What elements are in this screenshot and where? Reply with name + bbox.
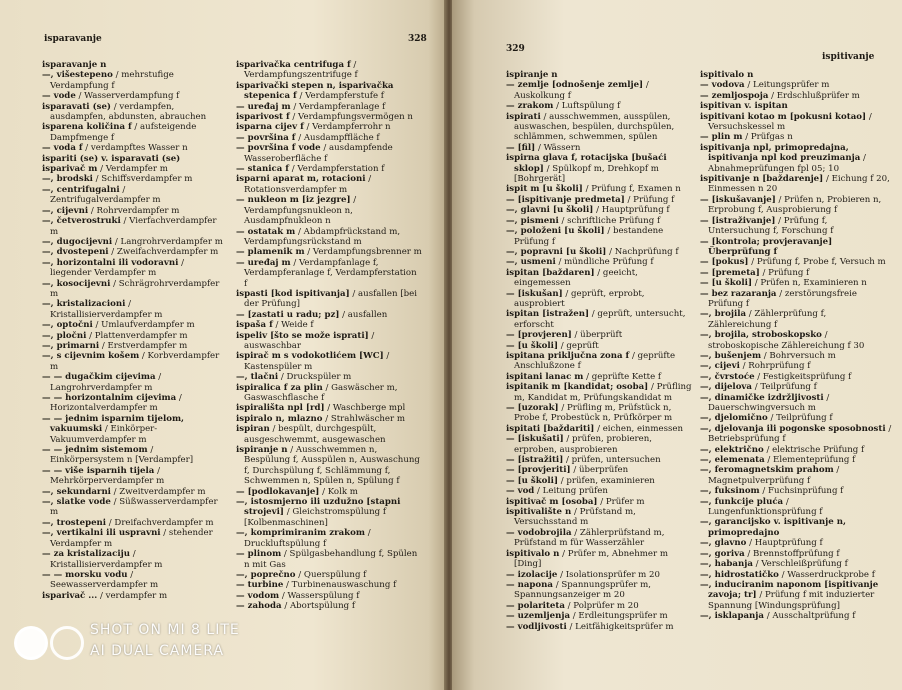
dictionary-entry: ispitivač m [osoba] / Prüfer m — [506, 496, 645, 507]
dictionary-entry: — vodom / Wasserspülung f — [236, 590, 360, 601]
dictionary-entry: —, kosocijevni / Schrägrohrverdampfer m — [42, 278, 220, 299]
dictionary-entry: ispitivalište n / Prüfstand m, Versuchsstand m — [506, 507, 636, 528]
dictionary-entry: —, centrifugalni / Zentrifugalverdampfer m — [42, 184, 161, 206]
dictionary-entry: ispitan [istražen] / geprüft, untersucht, erforscht — [506, 309, 686, 330]
dictionary-entry: — zemlje [odnošenje zemlje] / Auskolkung f — [506, 80, 649, 101]
dictionary-entry: ispitivanja npl, primopredajna, ispitivanja npl kod preuzimanja / Abnahmeprüfungen fpl 05; 10 — [700, 142, 866, 174]
left-page — [0, 0, 446, 690]
dictionary-entry: isparna cijev f / Verdampferrohr n — [236, 122, 391, 133]
dictionary-entry: — [iskušavanje] / Prüfen n, Probieren n, Erprobung f, Ausprobierung f — [700, 194, 882, 216]
dictionary-entry: — [u školi] / Prüfen n, Examinieren n — [700, 278, 867, 289]
dictionary-entry: —, s cijevnim košem / Korbverdampfer m — [42, 351, 220, 372]
dictionary-entry: —, goriva / Brennstoffprüfung f — [700, 548, 840, 559]
watermark-text — [90, 620, 240, 662]
dictionary-entry: isparivačka centrifuga f / Verdampfungszentrifuge f — [236, 60, 358, 81]
dictionary-entry: — vodljivosti / Leitfähigkeitsprüfer m — [506, 621, 674, 632]
dictionary-entry: ispeliv [što se može isprati] / auswaschbar — [236, 330, 375, 351]
left-running-head: isparavanje — [44, 34, 102, 44]
dictionary-entry: — — horizontalnim cijevima / Horizontalverdampfer m — [42, 393, 182, 414]
dictionary-entry: — plin m / Prüfgas n — [700, 132, 793, 143]
dictionary-entry: —, glavno / Hauptprüfung f — [700, 538, 823, 549]
dictionary-entry: —, sekundarni / Zweitverdampfer m — [42, 486, 206, 497]
dictionary-entry: —, pismeni / schriftliche Prüfung f — [506, 215, 661, 226]
dictionary-entry: ispitivan v. ispitan — [700, 101, 788, 112]
dictionary-entry: isparavati (se) / verdampfen, ausdampfen, abdunsten, abrauchen — [42, 101, 207, 123]
dictionary-entry: ispitani lanac m / geprüfte Kette f — [506, 371, 662, 382]
dictionary-entry: —, vertikalni ili uspravni / stehender Verdampfer m — [42, 528, 213, 549]
dictionary-entry: —, istosmjerno ili uzdužno [stapni strojevi] / Gleichstromspülung f [Kolbenmaschinen] — [236, 497, 401, 528]
dictionary-entry: —, kristalizacioni / Kristallisierverdampfer m — [42, 299, 163, 320]
dictionary-entry: — stanica f / Verdampferstation f — [236, 164, 385, 175]
dictionary-entry: —, feromagnetskim prahom / Magnetpulverprüfung f — [700, 465, 840, 486]
dictionary-entry: — ostatak m / Abdampfrückstand m, Verdampfungsrückstand m — [236, 226, 401, 247]
dictionary-entry: — [iskušati] / prüfen, probieren, erproben, ausprobieren — [506, 434, 653, 455]
dictionary-entry: — [kontrola; provjeravanje] Überprüfung f — [700, 236, 833, 257]
right-running-head: ispitivanje — [822, 52, 875, 62]
dictionary-entry: isparavanje n — [42, 60, 107, 70]
dictionary-entry: —, habanja / Verschleißprüfung f — [700, 559, 848, 570]
dictionary-entry: — [u školi] / prüfen, examinieren — [506, 475, 655, 486]
dictionary-entry: —, tlačni / Druckspüler m — [236, 372, 352, 383]
dictionary-entry: isparivač m / Verdampfer m — [42, 164, 168, 175]
dictionary-entry: —, cijevni / Rohrverdampfer m — [42, 205, 180, 216]
dictionary-entry: — [istraživanje] / Prüfung f, Untersuchung f, Forschung f — [700, 215, 834, 237]
dictionary-entry: — plamenik m / Verdampfungsbrenner m — [236, 247, 422, 258]
dictionary-entry: — — više isparnih tijela / Mehrkörperverdampfer m — [42, 465, 165, 487]
dictionary-entry: — uzemljenja / Erdleitungsprüfer m — [506, 611, 668, 622]
dictionary-entry: isparivački stepen n, isparivačka stepenica f / Verdampferstufe f — [236, 80, 394, 102]
dictionary-entry: — — jednim sistemom / Einkörpersystem n [Verdampfer] — [42, 445, 194, 466]
dictionary-entry: ispitivanje n [baždarenje] / Eichung f 20, Einmessen n 20 — [700, 174, 890, 195]
dictionary-entry: ispasti [kod ispitivanja] / ausfallen [bei der Prüfung] — [236, 288, 417, 310]
dictionary-entry: ispiranje n — [506, 70, 558, 80]
dictionary-entry: — uređaj m / Verdampfanlage f, Verdampferanlage f, Verdampferstation f — [236, 257, 417, 289]
dictionary-entry: ispitati [baždariti] / eichen, einmessen — [506, 423, 684, 434]
dictionary-entry: isparivač ... / verdampfer m — [42, 590, 168, 601]
camera-watermark — [10, 618, 310, 668]
dictionary-entry: —, funkcije pluća / Lungenfunktionsprüfung f — [700, 496, 823, 518]
dictionary-entry: —, djelomično / Teilprüfung f — [700, 413, 833, 424]
left-column-2 — [236, 60, 422, 612]
dictionary-entry: — zahoda / Abortspülung f — [236, 601, 356, 612]
dictionary-entry: — zrakom / Luftspülung f — [506, 101, 621, 112]
dictionary-entry: — — morsku vodu / Seewasserverdampfer m — [42, 569, 159, 591]
dictionary-entry: — za kristalizaciju / Kristallisierverdampfer m — [42, 549, 163, 570]
dictionary-entry: —, dinamičke izdržljivosti / Dauerschwingversuch m — [700, 392, 830, 413]
dictionary-entry: — plinom / Spülgasbehandlung f, Spülen n mit Gas — [236, 549, 418, 570]
dictionary-entry: — — jednim isparnim tijelom, vakuumski / Einkörper-Vakuumverdampfer m — [42, 413, 185, 445]
dictionary-entry: —, poprečno / Querspülung f — [236, 569, 367, 580]
dictionary-entry: — turbine / Turbinenauswaschung f — [236, 580, 397, 591]
dictionary-entry: —, induciranim naponom [ispitivanje zavoja; tr] / Prüfung f mit induzierter Spannung [Windungsprüfung] — [700, 579, 879, 611]
dictionary-entry: —, brojila / Zählerprüfung f, Zählereichung f — [700, 309, 827, 330]
dictionary-entry: — [pokus] / Prüfung f, Probe f, Versuch m — [700, 257, 886, 268]
dictionary-entry: —, hidrostatičko / Wasserdruckprobe f — [700, 569, 875, 580]
dictionary-entry: —, višestepeno / mehrstufige Verdampfung f — [42, 70, 174, 91]
dictionary-entry: — površina f / Ausdampffläche f — [236, 132, 380, 143]
dictionary-entry: — [u školi] / geprüft — [506, 340, 599, 351]
dictionary-entry: ispirač m s vodokotlićem [WC] / Kastenspüler m — [236, 351, 390, 372]
dictionary-entry: ispiranje n / Ausschwemmen n, Bespülung f, Ausspülen n, Auswaschung f, Durchspülung f, Schlämmung f, Schwemmen n, Spülen n, Spülung f — [236, 445, 420, 487]
dictionary-entry: —, brodski / Schiffsverdampfer m — [42, 174, 193, 185]
dictionary-entry: —, horizontalni ili vodoravni / liegender Verdampfer m — [42, 257, 185, 279]
left-column-1 — [42, 60, 224, 601]
right-column-1 — [506, 70, 696, 632]
dictionary-entry: ispiralo n, mlazno / Strahlwäscher m — [236, 413, 406, 424]
dictionary-entry: ispit m [u školi] / Prüfung f, Examen n — [506, 184, 681, 195]
dictionary-entry: — [uzorak] / Prüfling m, Prüfstück n, Probe f, Probestück n, Prüfkörper m — [506, 403, 673, 424]
dictionary-entry: ispiran / bespült, durchgespült, ausgeschwemmt, ausgewaschen — [236, 424, 386, 445]
dictionary-entry: —, cijevi / Rohrprüfung f — [700, 361, 811, 372]
right-column-2 — [700, 70, 892, 622]
dictionary-entry: —, glavni [u školi] / Hauptprüfung f — [506, 205, 670, 216]
dictionary-entry: —, slatke vode / Süßwasserverdampfer m — [42, 497, 218, 518]
dictionary-entry: —, četverostruki / Vierfachverdampfer m — [42, 216, 217, 237]
dictionary-entry: — [iskušan] / geprüft, erprobt, ausprobiert — [506, 288, 645, 309]
dictionary-entry: —, fuksinom / Fuchsinprüfung f — [700, 486, 844, 497]
dictionary-entry: ispitivani kotao m [pokusni kotao] / Versuchskessel m — [700, 111, 872, 133]
dictionary-entry: — bez razaranja / zerstörungsfreie Prüfung f — [700, 288, 857, 309]
dictionary-entry: —, elemenata / Elementeprüfung f — [700, 455, 856, 466]
dictionary-entry: —, bušenjem / Bohrversuch m — [700, 350, 836, 361]
dictionary-entry: —, usmeni / mündliche Prüfung f — [506, 257, 654, 268]
dictionary-entry: ispiralica f za plin / Gaswäscher m, Gaswaschflasche f — [236, 382, 398, 403]
dictionary-entry: ispariti (se) v. isparavati (se) — [42, 153, 181, 164]
dictionary-entry: —, optočni / Umlaufverdampfer m — [42, 320, 195, 331]
dictionary-entry: — — dugačkim cijevima / Langrohrverdampfer m — [42, 372, 162, 393]
dictionary-entry: ispirati / ausschwemmen, ausspülen, auswaschen, bespülen, durchspülen, schlämmen, schwemmen, spülen — [506, 111, 675, 143]
dictionary-entry: —, dugocijevni / Langrohrverdampfer m — [42, 236, 223, 247]
dictionary-entry: — zemljospoja / Erdschlußprüfer m — [700, 90, 860, 101]
dictionary-entry: — vod / Leitung prüfen — [506, 486, 608, 497]
dictionary-entry: —, čvrstoće / Festigkeitsprüfung f — [700, 371, 852, 382]
dictionary-entry: — [provjeriti] / überprüfen — [506, 465, 629, 476]
dictionary-entry: — [podlokavanje] / Kolk m — [236, 486, 358, 497]
dictionary-entry: —, garancijsko v. ispitivanje n, primopredajno — [700, 517, 846, 538]
dictionary-entry: ispirališta npl [rd] / Waschberge mpl — [236, 403, 406, 414]
dictionary-entry: — [fil] / Wässern — [506, 142, 581, 153]
dictionary-entry: —, primarni / Erstverdampfer m — [42, 340, 188, 351]
dictionary-entry: — nukleon m [iz jezgre] / Verdampfungsnukleon n, Ausdampfnukleon n — [236, 195, 357, 227]
dictionary-entry: —, dvostepeni / Zweifachverdampfer m — [42, 247, 219, 258]
dictionary-entry: —, isklapanja / Ausschaltprüfung f — [700, 611, 856, 622]
dictionary-entry: — polariteta / Polprüfer m 20 — [506, 600, 639, 611]
left-page-number: 328 — [408, 34, 427, 44]
dictionary-entry: —, brojila, stroboskopsko / stroboskopische Zählereichung f 30 — [700, 330, 865, 351]
dictionary-entry: — izolacije / Isolationsprüfer m 20 — [506, 569, 660, 580]
dictionary-entry: —, djelovanja ili pogonske sposobnosti / Betriebsprüfung f — [700, 423, 892, 445]
dictionary-entry: isparni aparat m, rotacioni / Rotationsverdampfer m — [236, 174, 372, 195]
dictionary-entry: isparivost f / Verdampfungsvermögen n — [236, 112, 413, 123]
dictionary-entry: — [istražiti] / prüfen, untersuchen — [506, 455, 661, 466]
dictionary-entry: —, popravni [u školi] / Nachprüfung f — [506, 246, 679, 257]
dictionary-entry: ispaša f / Weide f — [236, 320, 314, 331]
dictionary-entry: — [ispitivanje predmeta] / Prüfung f — [506, 194, 675, 205]
dictionary-entry: ispitivalo n / Prüfer m, Abnehmer m [Ding] — [506, 548, 669, 570]
dictionary-entry: — površina f vode / ausdampfende Wasseroberfläche f — [236, 143, 393, 164]
dictionary-entry: —, pločni / Plattenverdampfer m — [42, 330, 188, 341]
watermark-line-2: AI DUAL CAMERA — [90, 643, 225, 659]
dictionary-entry: ispitan [baždaren] / geeicht, eingemessen — [506, 267, 638, 289]
dictionary-entry: — [provjeren] / überprüft — [506, 330, 623, 341]
dictionary-entry: — [premeta] / Prüfung f — [700, 267, 810, 278]
dictionary-entry: ispitivalo n — [700, 70, 754, 80]
dictionary-entry: — napona / Spannungsprüfer m, Spannungsanzeiger m 20 — [506, 579, 652, 601]
watermark-logo-icon — [14, 626, 86, 660]
dictionary-entry: isparena količina f / aufsteigende Dampfmenge f — [42, 122, 197, 143]
dictionary-entry: ispitanik m [kandidat; osoba] / Prüfling m, Kandidat m, Prüfungskandidat m — [506, 382, 692, 403]
dictionary-entry: — vodobrojila / Zählerprüfstand m, Prüfstand m für Wasserzähler — [506, 527, 665, 549]
dictionary-entry: —, dijelova / Teilprüfung f — [700, 382, 817, 393]
watermark-line-1: SHOT ON MI 8 LITE — [90, 622, 240, 638]
dictionary-entry: —, položeni [u školi] / bestandene Prüfung f — [506, 226, 664, 247]
dictionary-entry: — voda f / verdampftes Wasser n — [42, 143, 188, 154]
dictionary-entry: —, električno / elektrische Prüfung f — [700, 444, 865, 455]
dictionary-entry: — vodova / Leitungsprüfer m — [700, 80, 830, 91]
right-page-number: 329 — [506, 44, 525, 54]
dictionary-entry: — vode / Wasserverdampfung f — [42, 91, 180, 102]
dictionary-entry: ispirna glava f, rotacijska [bušaći sklop] / Spülkopf m, Drehkopf m [Bohrgerät] — [506, 153, 667, 185]
dictionary-entry: ispitana priključna zona f / geprüfte Anschlußzone f — [506, 350, 676, 372]
dictionary-entry: — uređaj m / Verdampferanlage f — [236, 101, 386, 112]
dictionary-entry: — [zastati u radu; pz] / ausfallen — [236, 309, 388, 320]
dictionary-entry: —, trostepeni / Dreifachverdampfer m — [42, 517, 214, 528]
dictionary-entry: —, komprimiranim zrakom / Druckluftspülung f — [236, 528, 371, 549]
right-page — [452, 0, 902, 690]
